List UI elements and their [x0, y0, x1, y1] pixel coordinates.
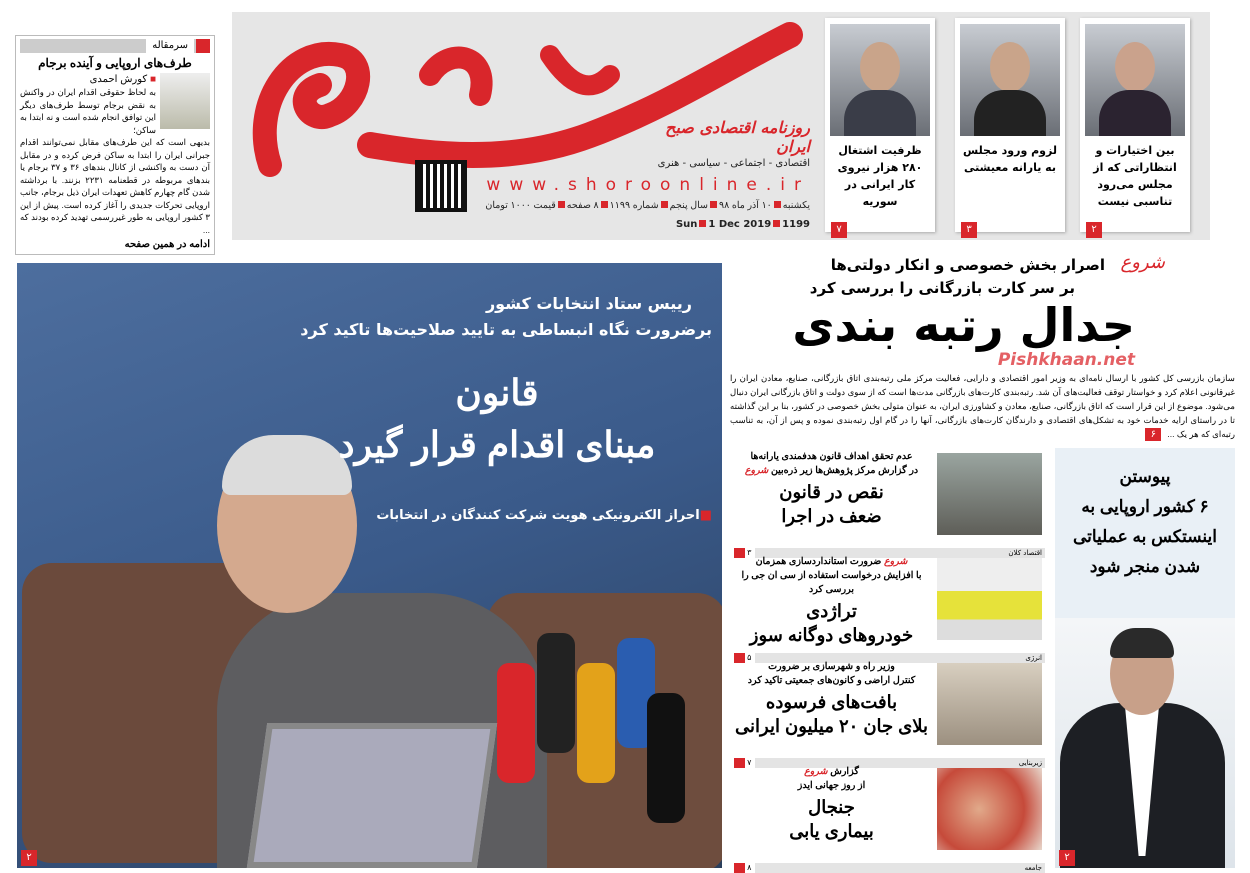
story-headline	[730, 599, 933, 647]
page-number: ۵	[747, 653, 752, 662]
story-section: اقتصاد کلان	[755, 548, 1045, 558]
kicker-line: وزیر راه و شهرسازی بر ضرورت	[768, 661, 895, 672]
issue-number-en: 1199	[782, 219, 810, 230]
story-kicker	[730, 765, 933, 793]
author-portrait	[160, 73, 210, 129]
watermark: Pishkhaan.net	[997, 350, 1135, 370]
brand-mark: شروع	[1120, 252, 1165, 273]
editorial-section-label: سرمقاله	[146, 39, 194, 53]
side-headline	[1055, 462, 1235, 582]
headline-line: ضعف در اجرا	[781, 506, 882, 526]
issue-day-en: Sun	[675, 219, 698, 230]
issue-number: شماره ۱۱۹۹	[609, 200, 659, 211]
issue-info-en	[560, 219, 810, 230]
page-number-badge: ۷	[831, 222, 847, 238]
story-section: انرژی	[755, 653, 1045, 663]
story-kicker	[730, 660, 933, 688]
story-photo	[937, 453, 1042, 535]
lead-story[interactable]	[730, 252, 1235, 444]
side-story[interactable]	[1055, 448, 1235, 868]
story-text	[730, 765, 933, 843]
top-card[interactable]	[1080, 18, 1190, 235]
story-section: جامعه	[755, 863, 1045, 873]
story-kicker	[730, 450, 933, 478]
editorial-title: طرف‌های اروپایی و آینده برجام	[38, 56, 192, 70]
page-number-badge: ۲	[1086, 222, 1102, 238]
page-number-badge: ۳	[961, 222, 977, 238]
main-kicker	[300, 291, 712, 343]
headline-line: بلای جان ۲۰ میلیون ایرانی	[735, 716, 928, 736]
headline-line: بیماری یابی	[789, 821, 874, 841]
kicker-line: با افزایش درخواست استفاده از سی ان جی را بررسی کرد	[741, 570, 922, 595]
kicker-line: برضرورت نگاه انبساطی به تایید صلاحیت‌ها تاکید کرد	[300, 320, 712, 339]
page-number: ۷	[747, 758, 752, 767]
story-item[interactable]	[730, 448, 1045, 557]
story-item[interactable]	[730, 763, 1045, 872]
card-photo	[830, 24, 930, 136]
page-number: ۸	[747, 863, 752, 872]
page-number-badge: ۶	[1145, 428, 1161, 441]
top-card[interactable]	[955, 18, 1065, 235]
lead-headline: جدال رتبه بندی	[792, 298, 1135, 352]
brand-mark: شروع	[804, 766, 828, 777]
card-title: بین اختیارات و انتظاراتی که از مجلس می‌رود تناسبی نیست	[1093, 144, 1177, 208]
story-text	[730, 450, 933, 528]
masthead-sections: اقتصادی - اجتماعی - سیاسی - هنری	[657, 158, 810, 169]
issue-date: ۱۰ آذر ماه ۹۸	[719, 200, 772, 211]
continue-link[interactable]: ادامه در همین صفحه	[124, 239, 210, 250]
editorial-header	[20, 39, 210, 53]
issue-info-fa	[475, 200, 810, 211]
kicker-line: در گزارش مرکز پژوهش‌ها زیر ذره‌بین	[770, 465, 919, 476]
card-photo	[960, 24, 1060, 136]
headline-line: پیوستن	[1119, 467, 1171, 486]
top-card[interactable]	[825, 18, 935, 235]
headline-line: بافت‌های فرسوده	[765, 692, 898, 712]
microphone	[537, 633, 575, 753]
editorial-author: ■ کورش احمدی	[89, 74, 156, 85]
editorial-paragraph: به لحاظ حقوقی اقدام ایران در واکنش به نقض برجام توسط طرف‌های دیگر این توافق انجام شده است و نه ابتدا به ساکن؛	[20, 87, 156, 135]
main-subheadline: ■احراز الکترونیکی هویت شرکت کنندگان در انتخابات	[376, 508, 712, 523]
card-title: ظرفیت اشتغال ۲۸۰ هزار نیروی کار ایرانی در سوریه	[837, 144, 923, 208]
story-text	[730, 555, 933, 647]
brand-mark: شروع	[744, 465, 769, 476]
page-number: ۳	[747, 548, 752, 557]
issue-day: یکشنبه	[782, 200, 810, 211]
headline-line: ۶ کشور اروپایی به	[1081, 497, 1209, 516]
subheadline-text: احراز الکترونیکی هویت شرکت کنندگان در انتخابات	[376, 508, 700, 523]
brand-mark: شروع	[883, 556, 908, 567]
story-text	[730, 660, 933, 738]
headline-line: اینستکس به عملیاتی	[1072, 527, 1218, 546]
story-headline	[730, 795, 933, 843]
story-item[interactable]	[730, 658, 1045, 767]
story-headline	[730, 480, 933, 528]
lead-body: سازمان بازرسی کل کشور با ارسال نامه‌ای به وزیر امور اقتصادی و دارایی، فعالیت مرکز ملی رتبه‌بندی اتاق بازرگانی، صنایع، معادن ایران را غیرقانونی اعلام کرد و خواستار توقف فعالیت‌های آن شد. رتبه‌بندی کارت‌های بازرگانی مدت‌ها است که از سوی دولت و اتاق بازرگانی ایران دنبال می‌شود. موضوع از این قرار است که اتاق بازرگانی، صنایع، معادن و کشاورزی ایران، به عنوان متولی بخش خصوصی در کشور، بنا بر این گذاشته تا در راستای ارایه خدمات خود به تشکل‌های اقتصادی و دارندگان کارت‌های بازرگانی، آنها را در گام اول رتبه‌بندی نموده و پس از آن، به تناسب رتبه‌ای که هر یک ...	[730, 373, 1235, 439]
main-story-photo[interactable]	[17, 263, 722, 868]
issue-price: قیمت ۱۰۰۰ تومان	[485, 200, 556, 211]
card-title: لزوم ورود مجلس به یارانه معیشتی	[963, 144, 1057, 174]
headline-line: قانون	[455, 372, 539, 413]
card-photo	[1085, 24, 1185, 136]
main-headline	[282, 367, 712, 471]
kicker-line: گزارش	[830, 766, 859, 777]
story-section: زیربنایی	[755, 758, 1045, 768]
story-headline	[730, 690, 933, 738]
monitor	[247, 723, 497, 868]
headline-line: خودروهای دوگانه سوز	[749, 625, 914, 645]
lead-kicker: اصرار بخش خصوصی و انکار دولتی‌ها	[830, 256, 1105, 274]
issue-year: سال پنجم	[669, 200, 709, 211]
editorial-paragraph: بدیهی است که این طرف‌های مقابل نمی‌توانند اقدام جبرانی ایران را ابتدا به ساکن فرض کرده و در مقابل آن دست به واکنشی از کانال بندهای ۳۶ و ۳۷ برجام یا بندهای مربوطه در قطعنامه ۲۲۳۱ بزنند. با برداشته شدن گام چهارم کاهش تعهدات ایران ذیل برجام، جانب اروپایی تحرکات جدیدی را آغاز کرده است. پیش از این ۳ کشور اروپایی به طور غیررسمی تهدید کرده بودند که ...	[20, 137, 210, 235]
kicker-line: ضرورت استانداردسازی همزمان	[755, 556, 882, 567]
qr-code-icon	[415, 160, 467, 212]
headline-line: شدن منجر شود	[1089, 557, 1201, 576]
kicker-line: از روز جهانی ایدز	[797, 780, 866, 791]
masthead-tagline: روزنامه اقتصادی صبح ایران	[665, 118, 810, 156]
headline-line: تراژدی	[806, 601, 857, 621]
page-number-badge: ۲	[21, 850, 37, 866]
headline-line: نقص در قانون	[779, 482, 884, 502]
lead-kicker: بر سر کارت بازرگانی را بررسی کرد	[809, 279, 1075, 297]
microphone	[647, 693, 685, 823]
issue-pages: ۸ صفحه	[566, 200, 599, 211]
issue-date-en: 1 Dec 2019	[708, 219, 772, 230]
editorial-box[interactable]	[15, 35, 215, 255]
lead-body-wrapper	[730, 371, 1235, 441]
kicker-line: کنترل اراضی و کانون‌های جمعیتی تاکید کرد	[747, 675, 916, 686]
headline-line: مبنای اقدام قرار گیرد	[338, 424, 656, 465]
kicker-line: رییس ستاد انتخابات کشور	[485, 294, 692, 313]
story-photo	[937, 663, 1042, 745]
story-photo	[937, 768, 1042, 850]
person-hair	[1110, 628, 1174, 658]
kicker-line: عدم تحقق اهداف قانون هدفمندی یارانه‌ها	[750, 451, 913, 462]
story-item[interactable]	[730, 553, 1045, 662]
story-kicker	[730, 555, 933, 597]
author-name: کورش احمدی	[89, 74, 148, 85]
story-photo	[937, 558, 1042, 640]
arrow-icon	[196, 39, 210, 53]
microphone	[497, 663, 535, 783]
page-number-badge: ۲	[1059, 850, 1075, 866]
website-link[interactable]: www.shoroonline.ir	[486, 175, 810, 195]
microphone	[577, 663, 615, 783]
headline-line: جنجال	[808, 797, 855, 817]
